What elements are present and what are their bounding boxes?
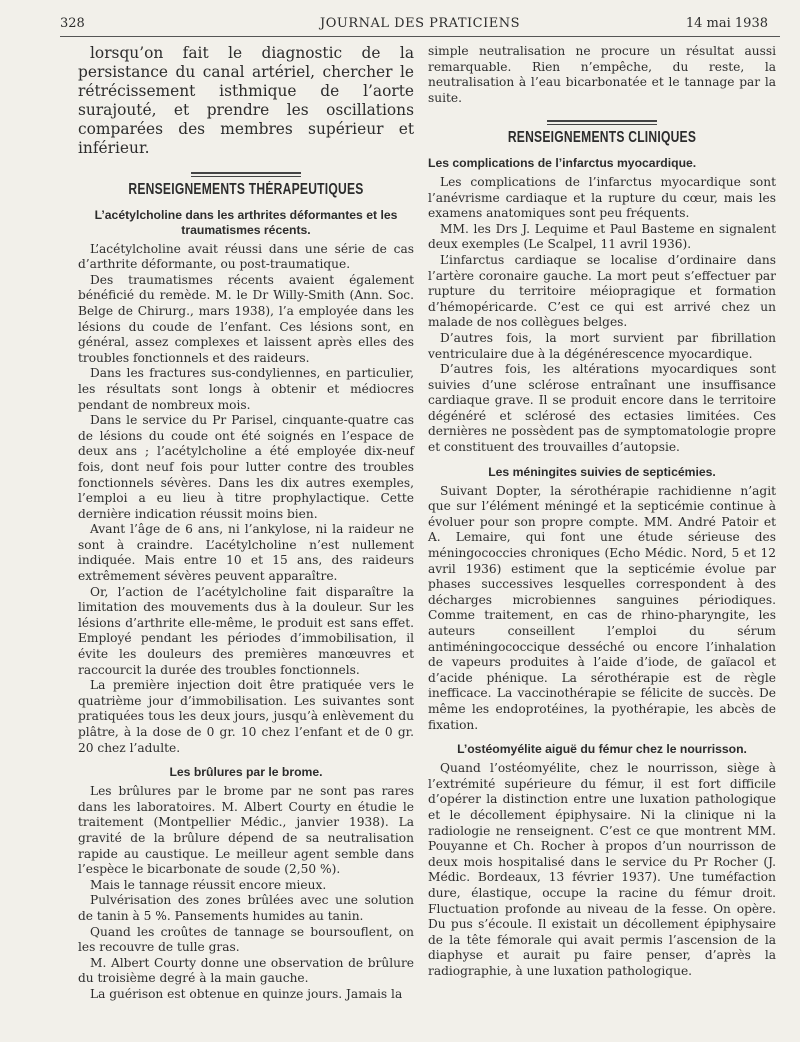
paragraph: La première injection doit être pratiquée vers le quatrième jour d’immobilisation. Les suivantes sont pratiquées tous les deux jours, jusqu’à enlèvement du plâtre, à la dose de 0 gr. 10 chez l’enfant et de 0 gr. 20 chez l’adulte.: [78, 678, 414, 755]
left-column: [78, 44, 414, 1003]
right-column: [428, 44, 776, 979]
paragraph: L’infarctus cardiaque se localise d’ordinaire dans l’artère coronaire gauche. La mort peut s’effectuer par rupture du territoire méiopragique et formation d’hémopéricarde. C’est ce qui est arrivé chez un malade de nos collègues belges.: [428, 252, 776, 330]
paragraph: Suivant Dopter, la sérothérapie rachidienne n’agit que sur l’élément méningé et la septicémie continue à évoluer pour son propre compte. MM. André Patoir et A. Lemaire, qui font une étude sérieuse des méningococcies chroniques (Echo Médic. Nord, 5 et 12 avril 1936) estiment que la septicémie évolue par phases successives lesquelles correspondent à des décharges microbiennes sanguines périodiques. Comme traitement, en cas de rhino-pharyngite, les auteurs conseillent l’emploi du sérum antiméningococcique desséché ou encore l’inhalation de vapeurs produites à l’aide d’iode, de gaïacol et d’acide phénique. La sérothérapie est de règle inefficace. La vaccinothérapie se félicite de succès. De même les endoprotéines, la pyothérapie, les abcès de fixation.: [428, 483, 776, 732]
article-title-osteomyelite: L’ostéomyélite aiguë du fémur chez le nourrisson.: [457, 742, 747, 757]
section-rule: [191, 172, 301, 177]
article-title-meningites: Les méningites suivies de septicémies.: [488, 464, 716, 479]
issue-date: 14 mai 1938: [685, 16, 768, 31]
intro-paragraph: lorsqu’on fait le diagnostic de la persistance du canal artériel, chercher le rétrécissement isthmique de l’aorte surajouté, et prendre les oscillations comparées des membres supérieur et inférieur.: [78, 44, 414, 157]
paragraph: Quand l’ostéomyélite, chez le nourrisson, siège à l’extrémité supérieure du fémur, il est fort difficile d’opérer la distinction entre une luxation pathologique et le décollement épiphysaire. Ni la clinique ni la radiologie ne renseignent. C’est ce que montrent MM. Pouyanne et Ch. Rocher à propos d’un nourrisson de deux mois hospitalisé dans le service du Pr Rocher (J. Médic. Bordeaux, 13 février 1937). Une tuméfaction dure, élastique, occupe la racine du fémur droit. Fluctuation profonde au niveau de la fesse. On opère. Du pus s’écoule. Il existait un décollement épiphysaire de la tête fémorale qui avait permis l’ascension de la diaphyse et aurait pu faire penser, d’après la radiographie, à une luxation pathologique.: [428, 761, 776, 978]
continued-paragraph: simple neutralisation ne procure un résultat aussi remarquable. Rien n’empêche, du reste, la neutralisation à l’eau bicarbonatée et le tannage par la suite.: [428, 44, 776, 105]
article-title-acetylcholine: L’acétylcholine dans les arthrites déformantes et les traumatismes récents.: [94, 207, 398, 237]
section-title: RENSEIGNEMENTS THÉRAPEUTIQUES: [128, 181, 364, 198]
section-header-therapeutiques: [78, 172, 414, 198]
paragraph: L’acétylcholine avait réussi dans une série de cas d’arthrite déformante, ou post-traumatique.: [78, 241, 414, 272]
paragraph: La guérison est obtenue en quinze jours. Jamais la: [90, 986, 403, 1001]
paragraph: Dans le service du Pr Parisel, cinquante-quatre cas de lésions du coude ont été soignés en l’espace de deux ans ; l’acétylcholine a été employée dix-neuf fois, dont neuf fois pour lutter contre des troubles fonctionnels sévères. Dans les dix autres exemples, l’emploi a eu lieu à titre prophylactique. Cette dernière indication réussit moins bien.: [78, 413, 414, 521]
section-header-cliniques: [428, 120, 776, 146]
paragraph: Dans les fractures sus-condyliennes, en particulier, les résultats sont longs à obtenir et médiocres pendant de nombreux mois.: [78, 366, 414, 412]
running-header: [60, 14, 780, 37]
paragraph: Des traumatismes récents avaient également bénéficié du remède. M. le Dr Willy-Smith (Ann. Soc. Belge de Chirurg., mars 1938), l’a employée dans les lésions du coude de l’enfant. Ces lésions sont, en général, assez complexes et laissent après elles des troubles fonctionnels et des raideurs.: [78, 272, 414, 365]
paragraph: Les brûlures par le brome par ne sont pas rares dans les laboratoires. M. Albert Courty en étudie le traitement (Montpellier Médic., janvier 1938). La gravité de la brûlure dépend de sa neutralisation rapide au caustique. Le meilleur agent semble dans l’espèce le bicarbonate de soude (2,50 %).: [78, 784, 414, 877]
paragraph: MM. les Drs J. Lequime et Paul Basteme en signalent deux exemples (Le Scalpel, 11 avril 1936).: [428, 221, 776, 252]
paragraph: Mais le tannage réussit encore mieux.: [90, 877, 327, 892]
section-title: RENSEIGNEMENTS CLINIQUES: [507, 129, 697, 147]
paragraph: D’autres fois, la mort survient par fibrillation ventriculaire due à la dégénérescence myocardique.: [428, 330, 776, 361]
paragraph: M. Albert Courty donne une observation de brûlure du troisième degré à la main gauche.: [78, 955, 414, 986]
journal-title: JOURNAL DES PRATICIENS: [320, 16, 520, 31]
paragraph: Or, l’action de l’acétylcholine fait disparaître la limitation des mouvements dus à la douleur. Sur les lésions d’arthrite elle-même, le produit est sans effet. Employé pendant les périodes d’immobilisation, il évite les douleurs des premières manœuvres et raccourcit la durée des troubles fonctionnels.: [78, 584, 414, 677]
page-number: 328: [60, 16, 85, 31]
paragraph: Les complications de l’infarctus myocardique sont l’anévrisme cardiaque et la rupture du cœur, mais les examens anatomiques sont peu fréquents.: [428, 174, 776, 221]
section-rule: [547, 120, 657, 125]
paragraph: Pulvérisation des zones brûlées avec une solution de tanin à 5 %. Pansements humides au tanin.: [78, 893, 414, 923]
paragraph: D’autres fois, les altérations myocardiques sont suivies d’une sclérose entraînant une insuffisance cardiaque grave. Il se produit encore dans le territoire dégénéré et sclérosé des ectasies limitées. Ces dernières ne possèdent pas de symptomatologie propre et constituent des trouvailles d’autopsie.: [428, 362, 776, 455]
article-title-infarctus: Les complications de l’infarctus myocardique.: [428, 155, 697, 170]
article-title-brome: Les brûlures par le brome.: [169, 765, 323, 780]
paragraph: Avant l’âge de 6 ans, ni l’ankylose, ni la raideur ne sont à craindre. L’acétylcholine n’est nullement indiquée. Mais entre 10 et 15 ans, des raideurs extrêmement sévères peuvent apparaître.: [78, 522, 414, 584]
paragraph: Quand les croûtes de tannage se boursouflent, on les recouvre de tulle gras.: [78, 924, 414, 955]
